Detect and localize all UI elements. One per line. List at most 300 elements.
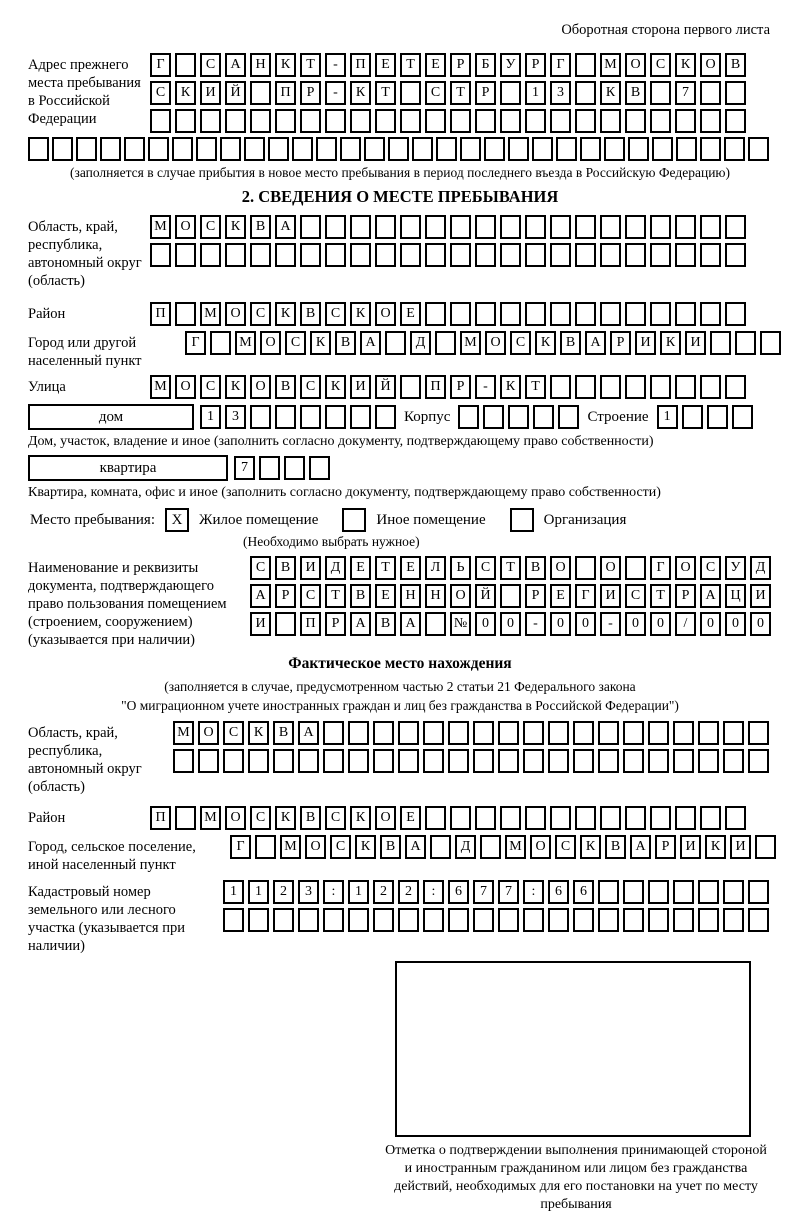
actual-city-row <box>230 835 776 874</box>
char-box: 0 <box>725 612 746 636</box>
char-box: С <box>555 835 576 859</box>
char-box: О <box>550 556 571 580</box>
char-box <box>698 749 719 773</box>
char-box <box>525 215 546 239</box>
char-box: 2 <box>398 880 419 904</box>
char-box <box>673 908 694 932</box>
char-box <box>648 749 669 773</box>
char-box: К <box>355 835 376 859</box>
char-box: 1 <box>657 405 678 429</box>
apartment-cells <box>234 456 330 480</box>
field-actual-region <box>28 721 800 796</box>
char-box: П <box>300 612 321 636</box>
char-box: 7 <box>498 880 519 904</box>
char-box: В <box>525 556 546 580</box>
char-box: М <box>150 215 171 239</box>
char-box <box>748 880 769 904</box>
actual-location-note-line1: (заполняется в случае, предусмотренном частью 2 статьи 21 Федерального закона <box>164 679 636 694</box>
char-box <box>523 721 544 745</box>
char-box: 0 <box>550 612 571 636</box>
char-box <box>625 215 646 239</box>
char-box: Г <box>150 53 171 77</box>
char-box <box>150 109 171 133</box>
char-box <box>700 302 721 326</box>
char-box: Т <box>375 81 396 105</box>
char-box <box>600 215 621 239</box>
field-city <box>28 331 800 370</box>
char-box <box>400 243 421 267</box>
char-box: 3 <box>298 880 319 904</box>
char-box: 3 <box>225 405 246 429</box>
char-box <box>748 721 769 745</box>
corner-note: Оборотная сторона первого листа <box>561 22 770 38</box>
char-box <box>150 243 171 267</box>
char-box <box>348 749 369 773</box>
char-box: В <box>250 215 271 239</box>
char-box: Д <box>455 835 476 859</box>
char-box <box>450 302 471 326</box>
stamp-area <box>395 961 751 1137</box>
char-box: С <box>285 331 306 355</box>
char-box <box>273 749 294 773</box>
char-box <box>575 375 596 399</box>
char-box: В <box>380 835 401 859</box>
char-box <box>275 612 296 636</box>
char-box <box>223 908 244 932</box>
char-box <box>550 806 571 830</box>
char-box: 1 <box>248 880 269 904</box>
char-box <box>725 243 746 267</box>
char-box <box>175 53 196 77</box>
char-box <box>483 405 504 429</box>
char-box <box>425 109 446 133</box>
char-box: И <box>680 835 701 859</box>
char-box <box>650 81 671 105</box>
actual-city-label: Город, сельское поселение, иной населенный пункт <box>28 839 196 873</box>
char-box: Е <box>425 53 446 77</box>
char-box <box>648 721 669 745</box>
char-box <box>340 137 361 161</box>
field-document <box>28 556 800 649</box>
char-box <box>388 137 409 161</box>
char-box: С <box>510 331 531 355</box>
char-box <box>300 215 321 239</box>
char-box <box>398 749 419 773</box>
char-box <box>628 137 649 161</box>
char-box <box>250 81 271 105</box>
char-box <box>423 749 444 773</box>
char-box: К <box>580 835 601 859</box>
char-box <box>300 405 321 429</box>
char-box: Л <box>425 556 446 580</box>
char-box <box>200 109 221 133</box>
char-box <box>255 835 276 859</box>
char-box <box>575 302 596 326</box>
char-box <box>480 835 501 859</box>
char-box <box>755 835 776 859</box>
char-box <box>573 908 594 932</box>
char-box: Д <box>410 331 431 355</box>
char-box <box>323 749 344 773</box>
char-box: Ц <box>725 584 746 608</box>
char-box <box>350 215 371 239</box>
char-box <box>250 243 271 267</box>
char-box: Р <box>450 375 471 399</box>
char-box <box>575 53 596 77</box>
char-box: К <box>310 331 331 355</box>
char-box <box>196 137 217 161</box>
char-box: К <box>705 835 726 859</box>
char-box: 1 <box>200 405 221 429</box>
residential-label: Жилое помещение <box>199 511 319 528</box>
char-box: Т <box>400 53 421 77</box>
char-box <box>725 81 746 105</box>
char-box <box>573 749 594 773</box>
char-box <box>244 137 265 161</box>
char-box: : <box>423 880 444 904</box>
char-box <box>316 137 337 161</box>
char-box <box>710 331 731 355</box>
char-box: Е <box>400 556 421 580</box>
char-box: М <box>460 331 481 355</box>
char-box <box>500 302 521 326</box>
actual-region-rows <box>173 721 769 796</box>
char-box <box>400 81 421 105</box>
char-box: А <box>360 331 381 355</box>
char-box: О <box>175 215 196 239</box>
char-box: И <box>730 835 751 859</box>
char-box <box>575 81 596 105</box>
char-box <box>275 109 296 133</box>
char-box <box>76 137 97 161</box>
char-box <box>475 109 496 133</box>
char-box: Е <box>375 584 396 608</box>
char-box <box>412 137 433 161</box>
char-box: И <box>300 556 321 580</box>
char-box: К <box>660 331 681 355</box>
actual-location-title: Фактическое место нахождения <box>288 655 512 672</box>
char-box: И <box>350 375 371 399</box>
char-box: О <box>375 302 396 326</box>
char-box <box>673 749 694 773</box>
char-box <box>400 109 421 133</box>
char-box <box>700 375 721 399</box>
char-box <box>598 880 619 904</box>
char-box: 0 <box>700 612 721 636</box>
char-box <box>675 109 696 133</box>
char-box <box>475 243 496 267</box>
char-box <box>460 137 481 161</box>
char-box <box>52 137 73 161</box>
document-row-1 <box>250 556 771 580</box>
char-box: И <box>200 81 221 105</box>
char-box: Д <box>750 556 771 580</box>
char-box <box>723 880 744 904</box>
char-box: Е <box>400 806 421 830</box>
street-row <box>150 375 746 399</box>
char-box: А <box>405 835 426 859</box>
char-box: М <box>235 331 256 355</box>
char-box <box>723 908 744 932</box>
char-box <box>600 109 621 133</box>
char-box <box>225 109 246 133</box>
char-box: Й <box>475 584 496 608</box>
char-box <box>550 302 571 326</box>
char-box: В <box>275 556 296 580</box>
char-box: Р <box>275 584 296 608</box>
char-box <box>500 81 521 105</box>
char-box: Г <box>650 556 671 580</box>
char-box: А <box>350 612 371 636</box>
char-box <box>398 721 419 745</box>
cadastre-row-1 <box>223 880 769 904</box>
char-box <box>450 109 471 133</box>
char-box <box>448 908 469 932</box>
char-box: К <box>350 302 371 326</box>
char-box: О <box>225 806 246 830</box>
char-box <box>309 456 330 480</box>
house-box: дом <box>28 404 194 430</box>
char-box <box>498 721 519 745</box>
char-box <box>148 137 169 161</box>
char-box <box>348 908 369 932</box>
char-box: М <box>505 835 526 859</box>
char-box: П <box>350 53 371 77</box>
char-box: С <box>650 53 671 77</box>
char-box <box>425 243 446 267</box>
char-box <box>600 302 621 326</box>
actual-location-note-line2: "О миграционном учете иностранных граждан и лиц без гражданства в Российской Федерации") <box>121 698 679 713</box>
document-label: Наименование и реквизиты документа, подтверждающего право пользования помещением (строением, сооружением) (указывается при наличии) <box>28 560 227 648</box>
char-box <box>373 721 394 745</box>
prev-address-row-3 <box>150 109 746 133</box>
district-row <box>150 302 746 326</box>
char-box <box>748 137 769 161</box>
char-box <box>375 405 396 429</box>
prev-address-row-2 <box>150 81 746 105</box>
char-box: П <box>275 81 296 105</box>
char-box: / <box>675 612 696 636</box>
char-box: В <box>375 612 396 636</box>
document-rows <box>250 556 771 649</box>
char-box <box>648 880 669 904</box>
korpus-label: Корпус <box>404 408 451 425</box>
char-box: С <box>325 806 346 830</box>
char-box <box>259 456 280 480</box>
char-box <box>248 908 269 932</box>
char-box: С <box>250 302 271 326</box>
char-box <box>625 302 646 326</box>
char-box: Ь <box>450 556 471 580</box>
char-box: О <box>600 556 621 580</box>
char-box <box>700 243 721 267</box>
char-box: К <box>350 806 371 830</box>
char-box <box>425 302 446 326</box>
char-box <box>175 806 196 830</box>
char-box: Р <box>675 584 696 608</box>
actual-district-row <box>150 806 746 830</box>
char-box: К <box>675 53 696 77</box>
char-box <box>625 556 646 580</box>
char-box: К <box>175 81 196 105</box>
char-box <box>550 215 571 239</box>
char-box: Т <box>500 556 521 580</box>
char-box <box>725 806 746 830</box>
char-box <box>675 302 696 326</box>
char-box: И <box>600 584 621 608</box>
region-rows <box>150 215 746 290</box>
char-box: Н <box>425 584 446 608</box>
char-box <box>725 375 746 399</box>
char-box <box>325 109 346 133</box>
char-box <box>675 375 696 399</box>
char-box <box>575 215 596 239</box>
char-box <box>575 109 596 133</box>
char-box <box>124 137 145 161</box>
field-cadastre <box>28 880 800 955</box>
char-box: А <box>585 331 606 355</box>
char-box <box>650 215 671 239</box>
char-box: Й <box>225 81 246 105</box>
char-box <box>723 721 744 745</box>
char-box: - <box>525 612 546 636</box>
char-box <box>248 749 269 773</box>
char-box: О <box>225 302 246 326</box>
char-box: А <box>225 53 246 77</box>
char-box <box>435 331 456 355</box>
char-box <box>548 749 569 773</box>
document-row-3 <box>250 612 771 636</box>
city-row <box>185 331 781 370</box>
char-box <box>273 908 294 932</box>
char-box: К <box>275 53 296 77</box>
char-box: К <box>500 375 521 399</box>
char-box: Р <box>325 612 346 636</box>
char-box: - <box>325 81 346 105</box>
char-box <box>198 749 219 773</box>
char-box <box>500 584 521 608</box>
char-box <box>172 137 193 161</box>
char-box: 2 <box>373 880 394 904</box>
char-box <box>385 331 406 355</box>
char-box <box>300 243 321 267</box>
char-box: М <box>200 302 221 326</box>
char-box: 6 <box>548 880 569 904</box>
char-box <box>600 243 621 267</box>
char-box <box>550 109 571 133</box>
char-box <box>400 375 421 399</box>
char-box <box>548 908 569 932</box>
char-box: О <box>198 721 219 745</box>
char-box <box>298 749 319 773</box>
checkbox-organization <box>510 508 534 532</box>
char-box: А <box>298 721 319 745</box>
char-box <box>575 556 596 580</box>
char-box: А <box>250 584 271 608</box>
char-box: Г <box>230 835 251 859</box>
char-box: С <box>425 81 446 105</box>
char-box: М <box>173 721 194 745</box>
char-box: А <box>400 612 421 636</box>
char-box <box>498 908 519 932</box>
char-box <box>500 215 521 239</box>
char-box: - <box>600 612 621 636</box>
prev-address-rows <box>150 53 746 133</box>
field-actual-district <box>28 806 800 830</box>
char-box <box>200 243 221 267</box>
char-box <box>450 215 471 239</box>
char-box: Т <box>650 584 671 608</box>
char-box <box>175 243 196 267</box>
house-row <box>28 404 800 430</box>
char-box: В <box>275 375 296 399</box>
char-box <box>275 243 296 267</box>
char-box <box>650 243 671 267</box>
char-box: И <box>250 612 271 636</box>
char-box: О <box>375 806 396 830</box>
char-box <box>623 880 644 904</box>
char-box <box>275 405 296 429</box>
char-box <box>210 331 231 355</box>
char-box: С <box>250 556 271 580</box>
char-box: С <box>200 375 221 399</box>
char-box <box>173 749 194 773</box>
apartment-box: квартира <box>28 455 228 481</box>
char-box <box>475 806 496 830</box>
char-box <box>268 137 289 161</box>
char-box <box>675 215 696 239</box>
char-box <box>325 215 346 239</box>
stamp-caption: Отметка о подтверждении выполнения принимающей стороной и иностранным гражданином или лицом без гражданства действий, необходимых для его постановки на учет по месту пребывания <box>385 1143 767 1212</box>
char-box: Т <box>375 556 396 580</box>
char-box: Й <box>375 375 396 399</box>
prev-address-row-1 <box>150 53 746 77</box>
char-box: № <box>450 612 471 636</box>
document-row-2 <box>250 584 771 608</box>
char-box <box>698 721 719 745</box>
char-box: К <box>275 302 296 326</box>
char-box: О <box>175 375 196 399</box>
char-box <box>364 137 385 161</box>
cadastre-label: Кадастровый номер земельного или лесного участка (указывается при наличии) <box>28 884 185 954</box>
char-box <box>533 405 554 429</box>
char-box: О <box>260 331 281 355</box>
char-box <box>398 908 419 932</box>
char-box: 6 <box>448 880 469 904</box>
char-box: О <box>250 375 271 399</box>
char-box: - <box>325 53 346 77</box>
char-box: Р <box>475 81 496 105</box>
char-box <box>423 908 444 932</box>
char-box: 0 <box>650 612 671 636</box>
char-box <box>700 137 721 161</box>
char-box: Р <box>450 53 471 77</box>
char-box: А <box>700 584 721 608</box>
section2-title: 2. СВЕДЕНИЯ О МЕСТЕ ПРЕБЫВАНИЯ <box>241 187 559 206</box>
char-box <box>532 137 553 161</box>
char-box <box>448 749 469 773</box>
char-box <box>325 405 346 429</box>
char-box <box>373 908 394 932</box>
char-box <box>558 405 579 429</box>
char-box <box>475 302 496 326</box>
char-box: 1 <box>348 880 369 904</box>
char-box: С <box>300 375 321 399</box>
char-box: Е <box>550 584 571 608</box>
char-box: М <box>200 806 221 830</box>
char-box: Т <box>325 584 346 608</box>
char-box <box>525 806 546 830</box>
